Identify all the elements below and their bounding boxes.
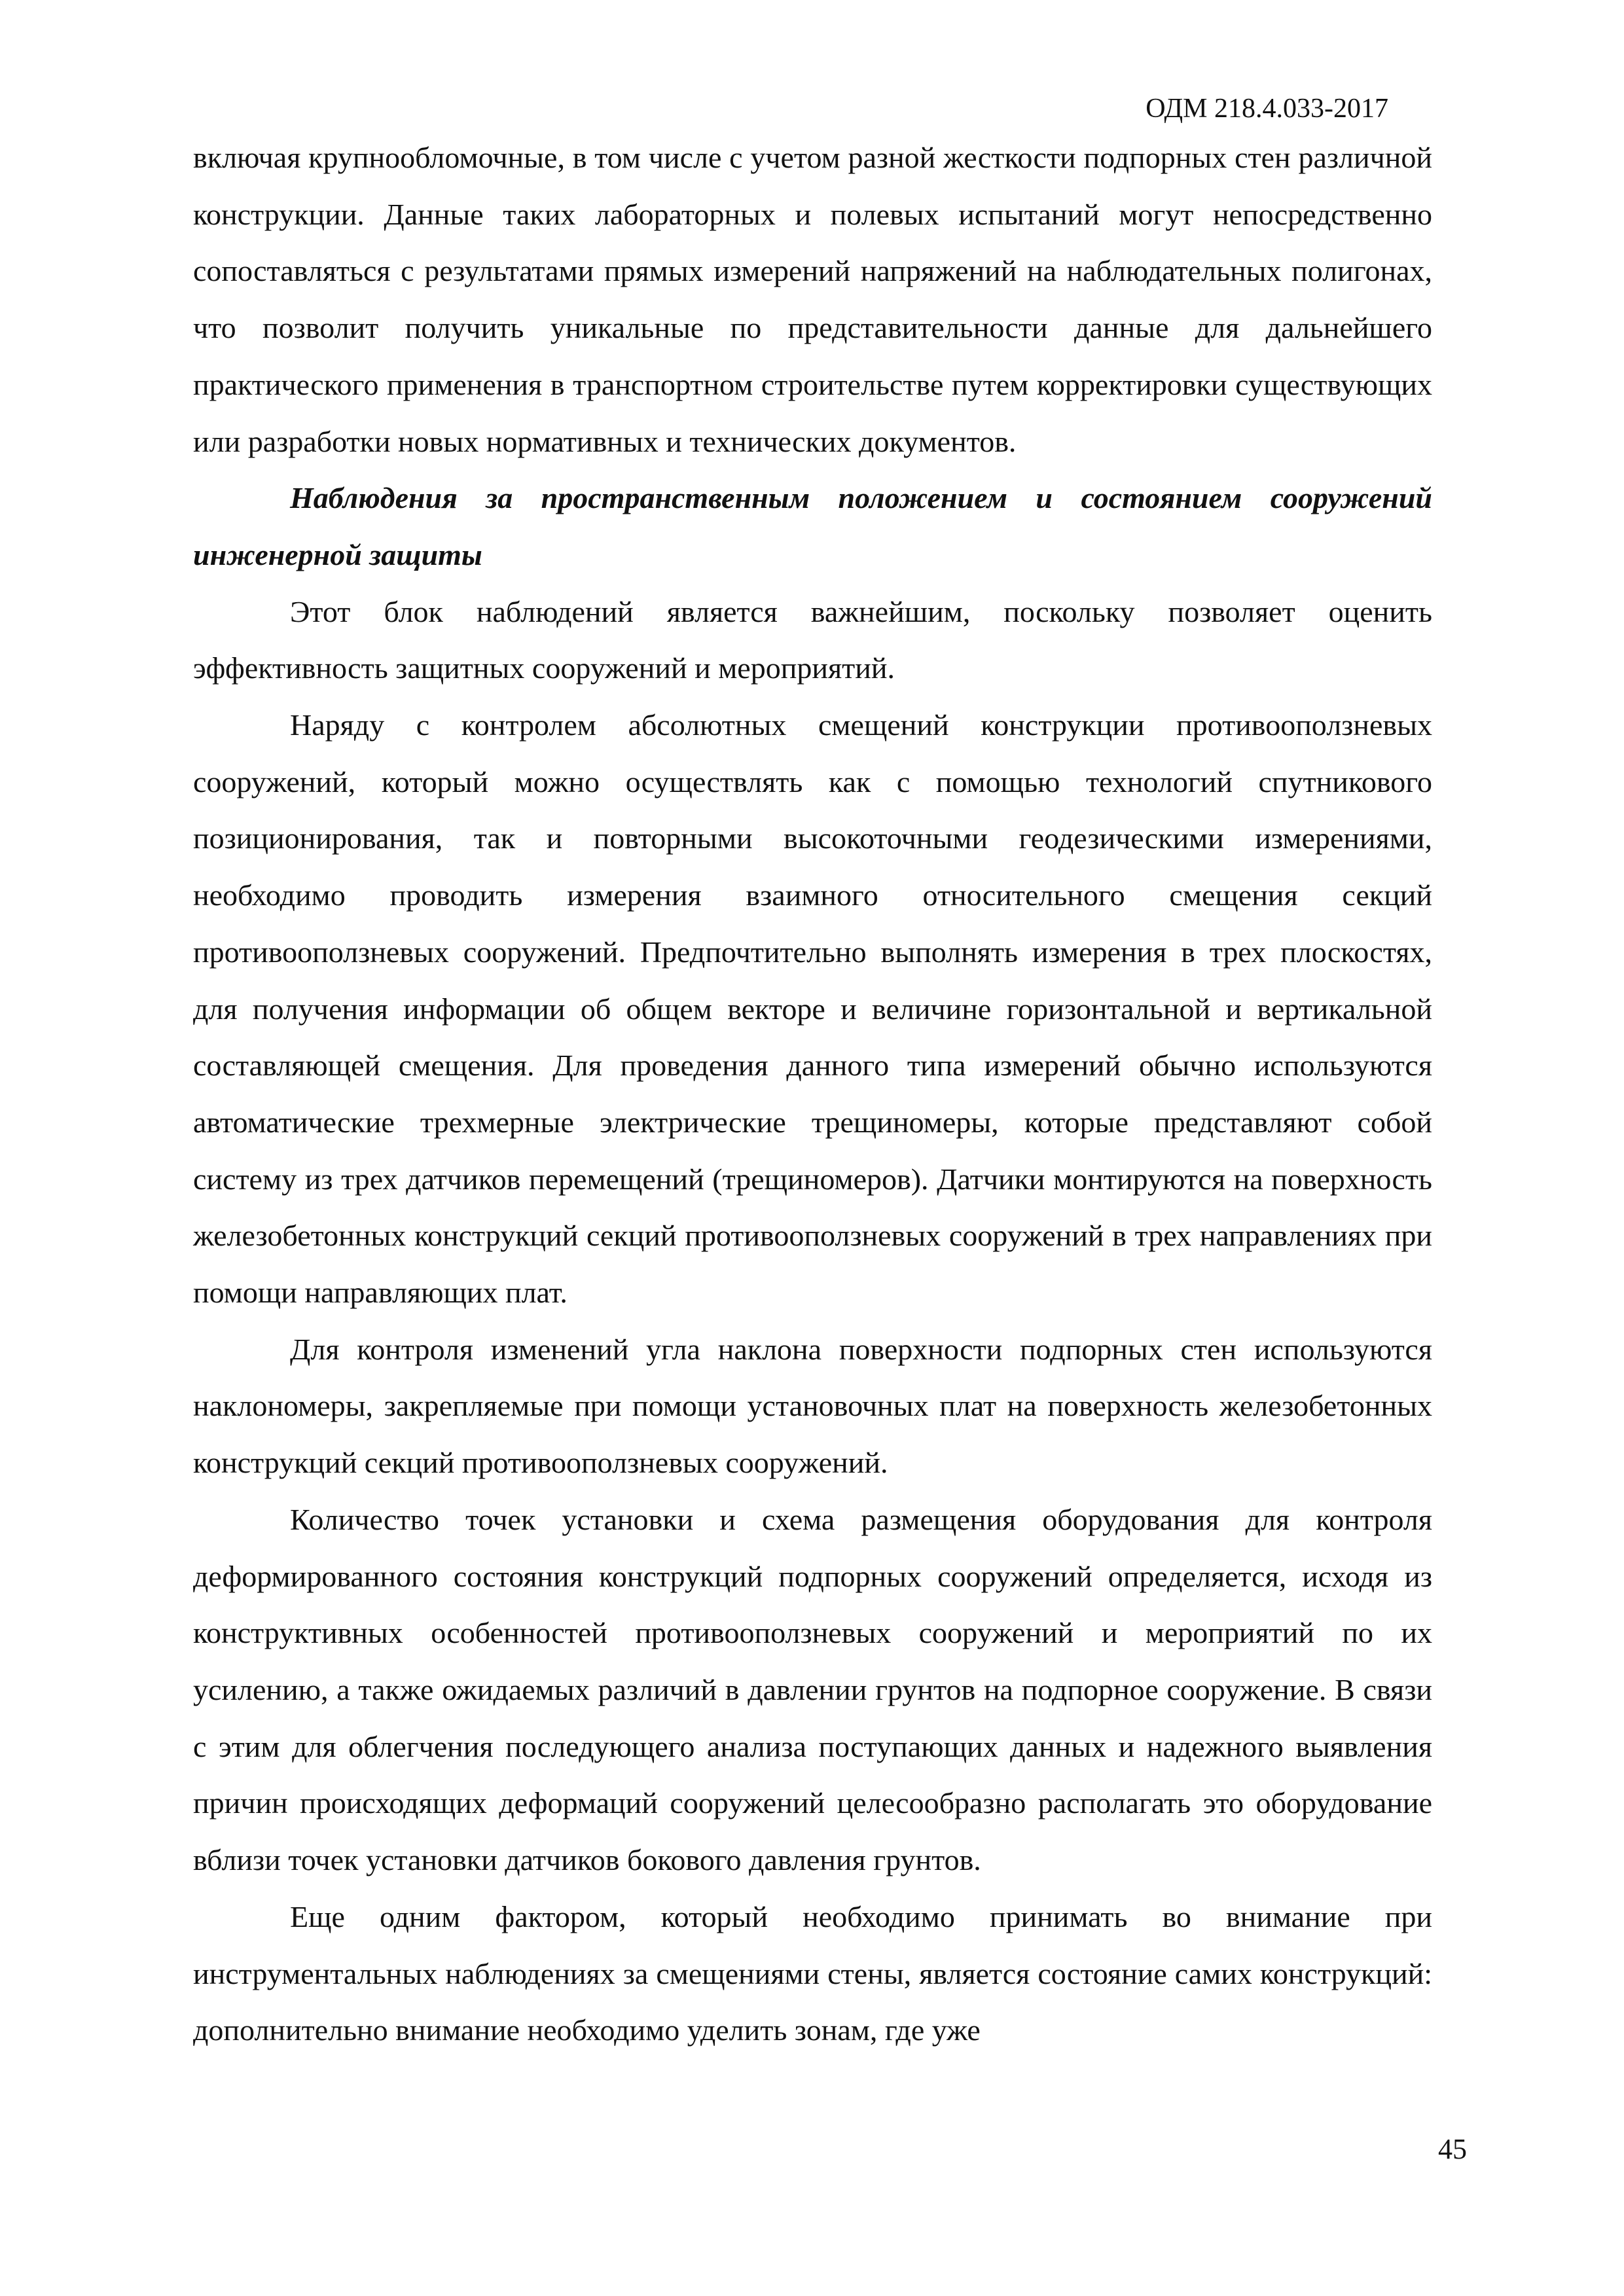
paragraph-installation-points: Количество точек установки и схема размещения оборудования для контроля деформированного состояния конструкций подпорных сооружений определяется, исходя из конструктивных особенностей противооползневых сооружений и мероприятий по их усилению, а также ожидаемых различий в давлении грунтов на подпорное сооружение. В связи с этим для облегчения последующего анализа поступающих данных и надежного выявления причин происходящих деформаций сооружений целесообразно располагать это оборудование вблизи точек установки датчиков бокового давления грунтов. (193, 1502, 1432, 1877)
document-code-header: ОДМ 218.4.033-2017 (1146, 94, 1388, 124)
page-body-text (193, 130, 1432, 2059)
paragraph-observation-block: Этот блок наблюдений является важнейшим, поскольку позволяет оценить эффективность защитных сооружений и мероприятий. (193, 594, 1432, 685)
paragraph-displacement-control: Наряду с контролем абсолютных смещений конструкции противооползневых сооружений, который можно осуществлять как с помощью технологий спутникового позиционирования, так и повторными высокоточными геодезическими измерениями, необходимо проводить измерения взаимного относительного смещения секций противооползневых сооружений. Предпочтительно выполнять измерения в трех плоскостях, для получения информации об общем векторе и величине горизонтальной и вертикальной составляющей смещения. Для проведения данного типа измерений обычно используются автоматические трехмерные электрические трещиномеры, которые представляют собой систему из трех датчиков перемещений (трещиномеров). Датчики монтируются на поверхность железобетонных конструкций секций противооползневых сооружений в трех направлениях при помощи направляющих плат. (193, 708, 1432, 1310)
section-heading: Наблюдения за пространственным положением и состоянием сооружений инженерной защиты (193, 481, 1432, 571)
page-number: 45 (1438, 2133, 1467, 2165)
paragraph-structure-condition: Еще одним фактором, который необходимо принимать во внимание при инструментальных наблюдениях за смещениями стены, является состояние самих конструкций: дополнительно внимание необходимо уделить зонам, где уже (193, 1899, 1432, 2047)
paragraph-inclinometers: Для контроля изменений угла наклона поверхности подпорных стен используются наклономеры, закрепляемые при помощи установочных плат на поверхность железобетонных конструкций секций противооползневых сооружений. (193, 1332, 1432, 1480)
paragraph-continuation: включая крупнообломочные, в том числе с учетом разной жесткости подпорных стен различной конструкции. Данные таких лабораторных и полевых испытаний могут непосредственно сопоставляться с результатами прямых измерений напряжений на наблюдательных полигонах, что позволит получить уникальные по представительности данные для дальнейшего практического применения в транспортном строительстве путем корректировки существующих или разработки новых нормативных и технических документов. (193, 141, 1432, 458)
